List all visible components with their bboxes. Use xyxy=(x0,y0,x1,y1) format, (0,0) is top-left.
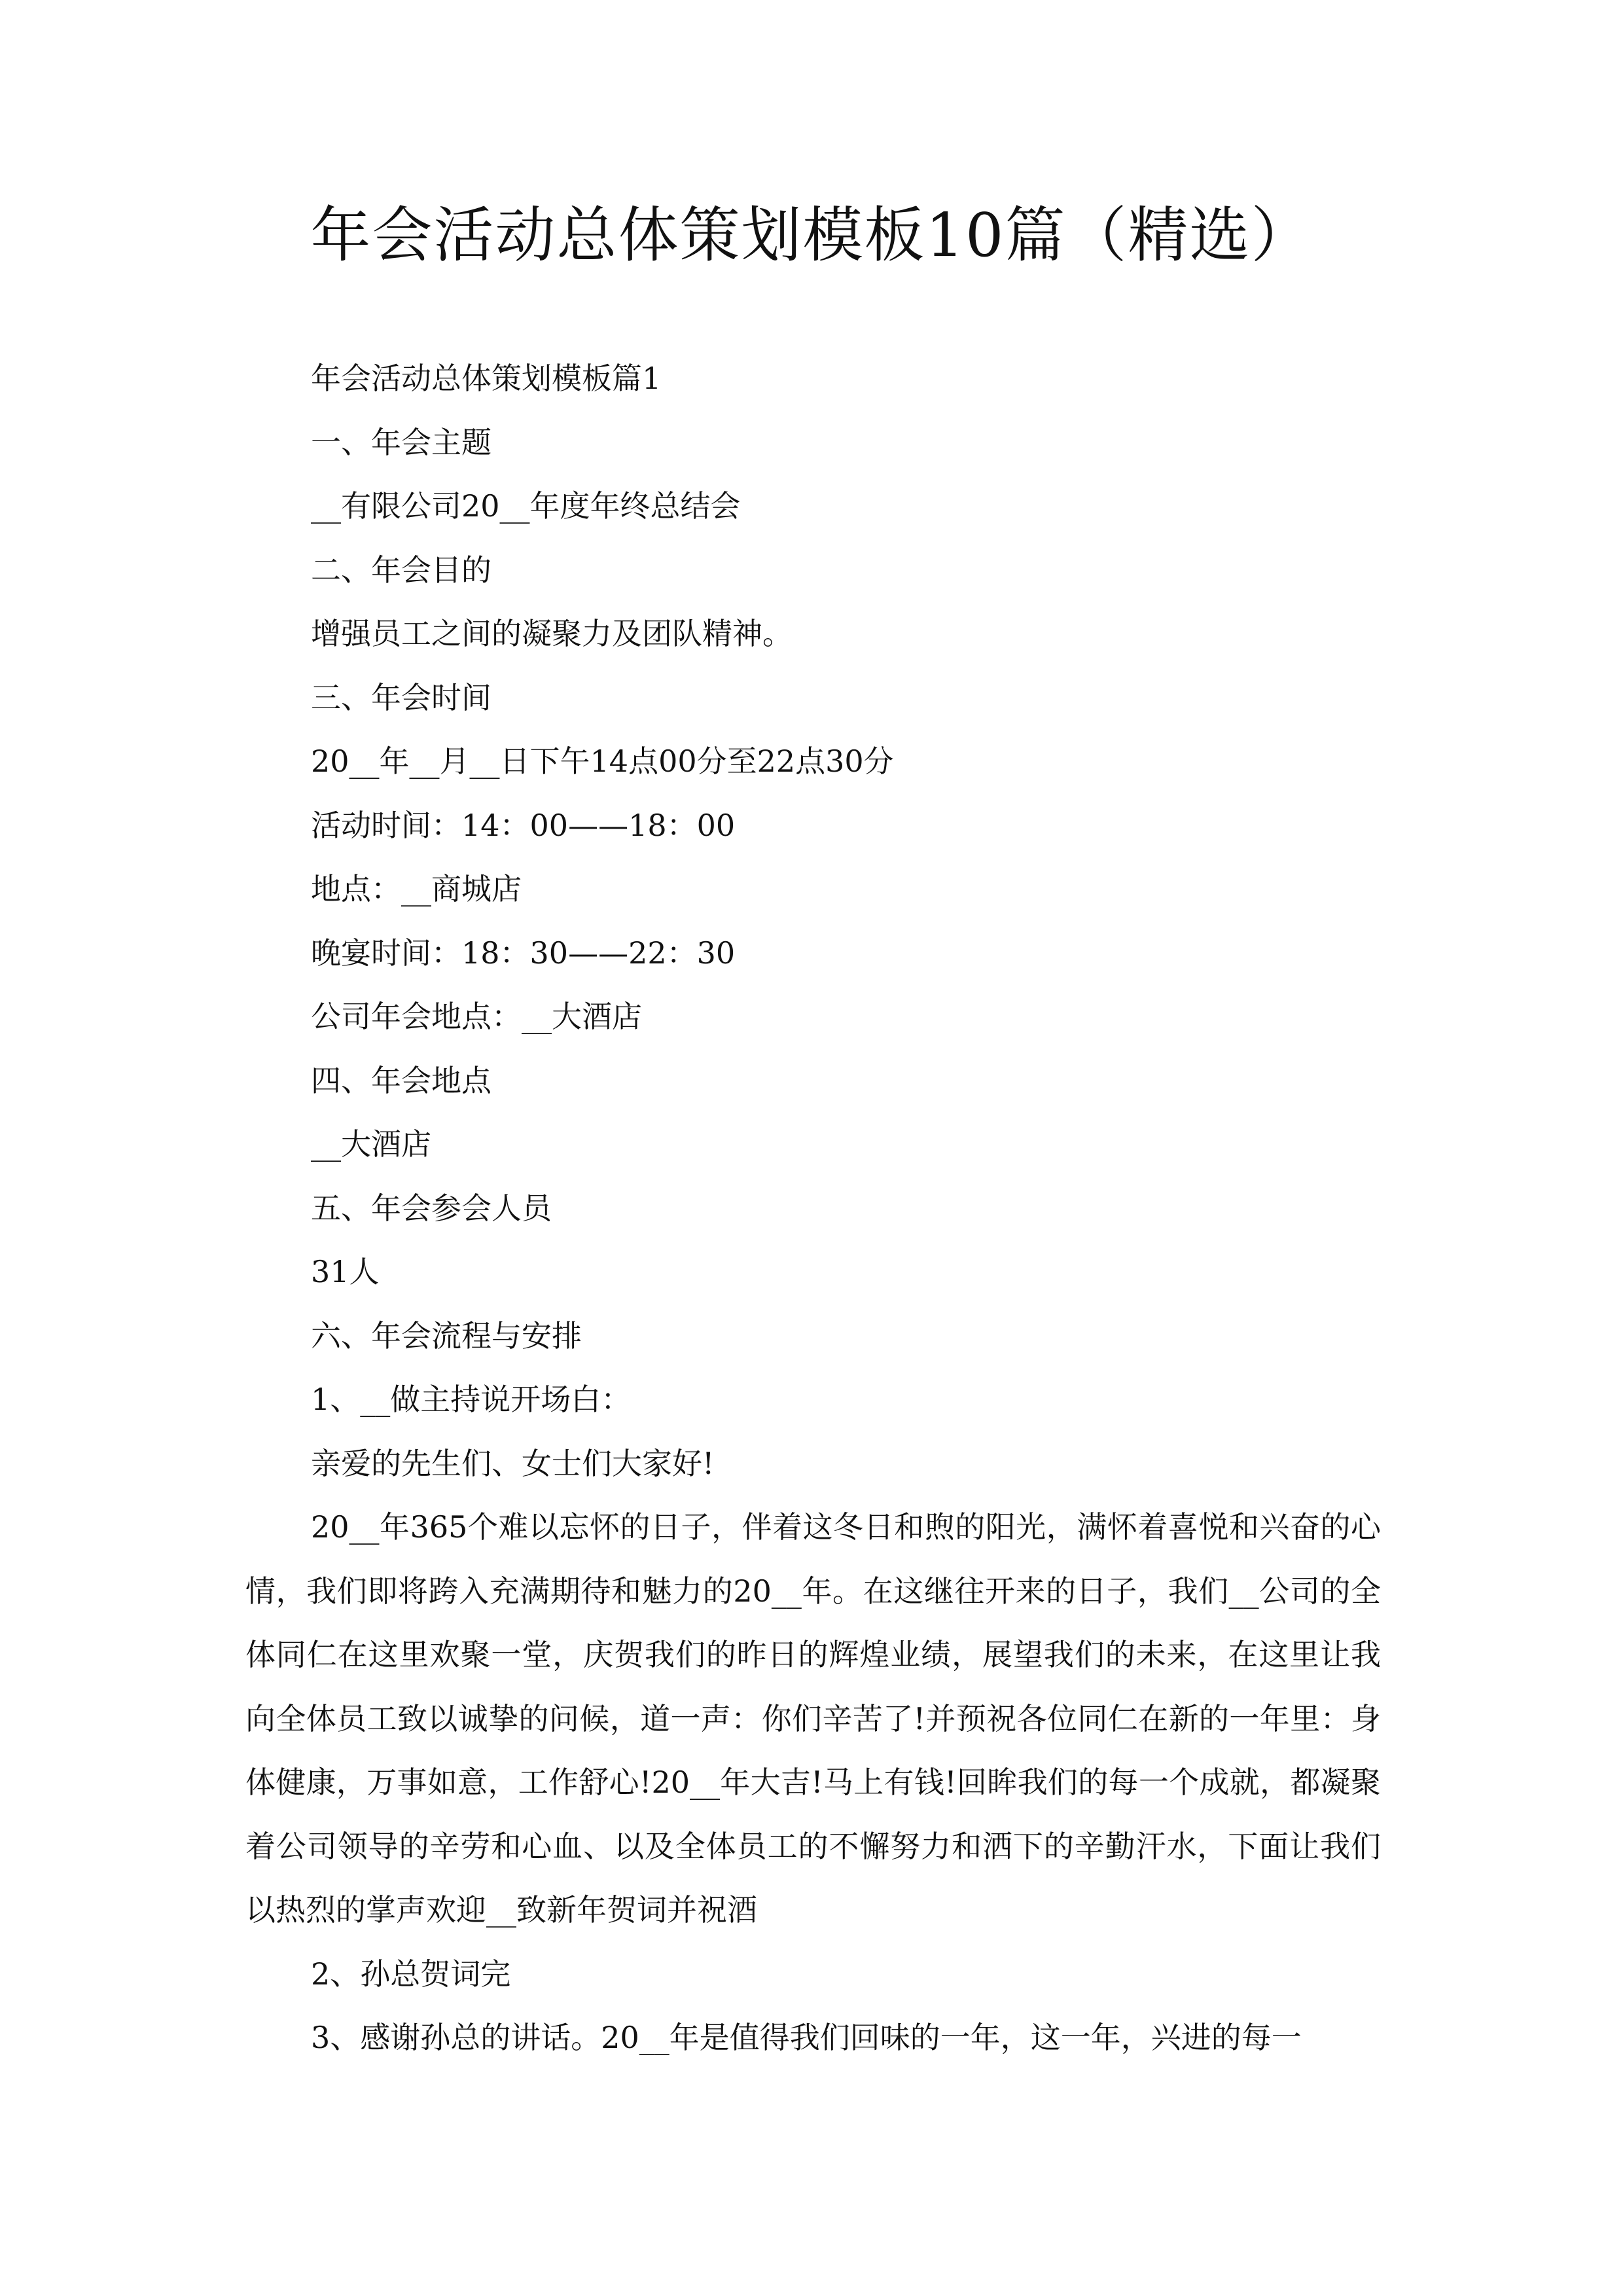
body-paragraph: 20__年365个难以忘怀的日子，伴着这冬日和煦的阳光，满怀着喜悦和兴奋的心情，我们即将跨入充满期待和魅力的20__年。在这继往开来的日子，我们__公司的全体同仁在这里欢聚一堂，庆贺我们的昨日的辉煌业绩，展望我们的未来，在这里让我向全体员工致以诚挚的问候，道一声：你们辛苦了!并预祝各位同仁在新的一年里：身体健康，万事如意，工作舒心!20__年大吉!马上有钱!回眸我们的每一个成就，都凝聚着公司领导的辛劳和心血、以及全体员工的不懈努力和洒下的辛勤汗水，下面让我们以热烈的掌声欢迎__致新年贺词并祝酒 xyxy=(245,1509,1381,1928)
text-line: __有限公司20__年度年终总结会 xyxy=(311,488,741,524)
text-line: 六、年会流程与安排 xyxy=(311,1318,582,1354)
text-line: 1、__做主持说开场白： xyxy=(311,1382,632,1417)
text-line: 公司年会地点：__大酒店 xyxy=(311,999,642,1034)
text-line: 一、年会主题 xyxy=(311,424,491,460)
text-line: 活动时间：14：00——18：00 xyxy=(311,807,736,843)
text-line: 地点：__商城店 xyxy=(311,871,522,906)
document-title: 年会活动总体策划模板10篇（精选） xyxy=(310,200,1313,270)
text-line: 晚宴时间：18：30——22：30 xyxy=(311,935,736,971)
text-line: 亲爱的先生们、女士们大家好! xyxy=(311,1445,715,1481)
text-line: 三、年会时间 xyxy=(311,679,491,715)
section-heading: 年会活动总体策划模板篇1 xyxy=(311,361,662,396)
text-line: 四、年会地点 xyxy=(311,1062,491,1098)
text-line: 五、年会参会人员 xyxy=(311,1190,552,1226)
text-line: 3、感谢孙总的讲话。20__年是值得我们回味的一年，这一年，兴进的每一 xyxy=(311,2020,1302,2055)
text-line: 2、孙总贺词完 xyxy=(311,1956,511,1992)
text-line: 20__年__月__日下午14点00分至22点30分 xyxy=(311,744,894,779)
document-body xyxy=(245,347,1381,2070)
text-line: 31人 xyxy=(311,1254,380,1289)
text-line: 二、年会目的 xyxy=(311,552,491,588)
text-line: 增强员工之间的凝聚力及团队精神。 xyxy=(311,616,793,651)
text-line: __大酒店 xyxy=(311,1126,431,1162)
